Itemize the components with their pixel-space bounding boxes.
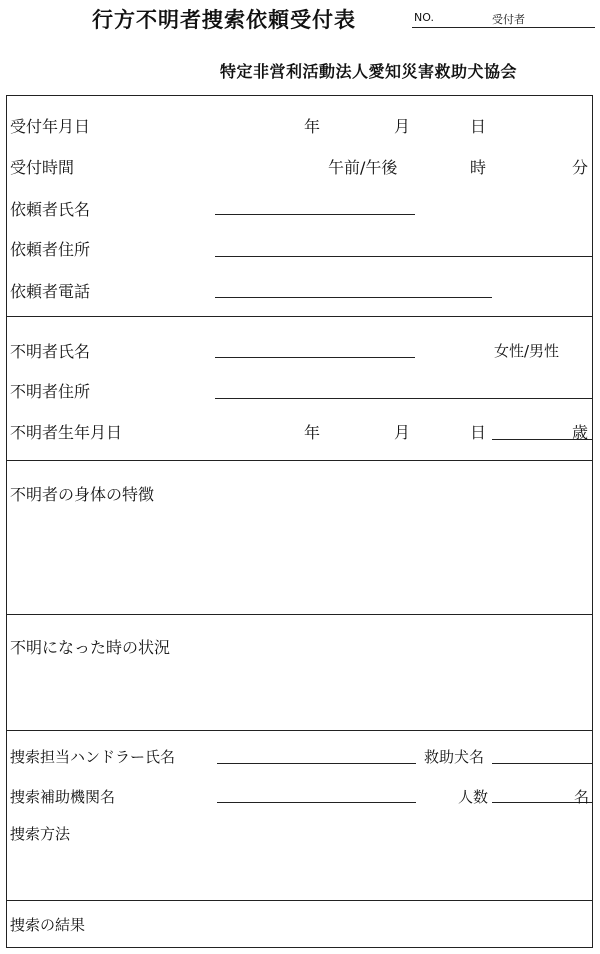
missing-name-label: 不明者氏名 [10,342,91,361]
requester-address-field[interactable] [215,256,593,257]
reception-date-label: 受付年月日 [10,117,91,136]
handler-name-label: 捜索担当ハンドラー氏名 [10,748,176,766]
search-method-label: 捜索方法 [10,825,71,843]
requester-address-label: 依頼者住所 [10,240,91,259]
number-receiver-input-line[interactable] [412,27,595,28]
missing-address-field[interactable] [215,398,593,399]
section-divider-1 [6,316,593,317]
birth-month-unit: 月 [394,423,411,442]
support-agency-label: 捜索補助機関名 [10,788,116,806]
reception-day-unit: 日 [470,117,487,136]
form-title: 行方不明者捜索依頼受付表 [92,8,356,32]
missing-name-field[interactable] [215,357,415,358]
physical-features-area[interactable] [8,506,591,610]
reception-month-unit: 月 [394,117,411,136]
requester-name-field[interactable] [215,214,415,215]
missing-birthdate-label: 不明者生年月日 [10,423,123,442]
reception-year-unit: 年 [304,117,321,136]
number-label: NO. [414,11,434,24]
section-divider-5 [6,900,593,901]
minute-unit: 分 [572,158,589,177]
handler-name-field[interactable] [217,763,416,764]
search-method-area[interactable] [8,846,591,896]
receiver-label: 受付者 [492,13,525,26]
section-divider-2 [6,460,593,461]
people-count-label: 人数 [458,788,489,806]
rescue-dog-field[interactable] [492,763,593,764]
situation-area[interactable] [8,660,591,726]
support-agency-field[interactable] [217,802,416,803]
rescue-dog-label: 救助犬名 [424,748,485,766]
section-divider-4 [6,730,593,731]
reception-time-label: 受付時間 [10,158,75,177]
requester-phone-field[interactable] [215,297,492,298]
missing-address-label: 不明者住所 [10,382,91,401]
situation-label: 不明になった時の状況 [10,638,171,657]
section-divider-3 [6,614,593,615]
hour-unit: 時 [470,158,487,177]
requester-name-label: 依頼者氏名 [10,200,91,219]
search-result-label: 捜索の結果 [10,916,86,934]
requester-phone-label: 依頼者電話 [10,282,91,301]
organization-name: 特定非営利活動法人愛知災害救助犬協会 [220,62,518,81]
physical-features-label: 不明者の身体の特徴 [10,485,155,504]
gender-option[interactable]: 女性/男性 [494,342,560,360]
birth-day-unit: 日 [470,423,487,442]
am-pm-option[interactable]: 午前/午後 [328,158,398,177]
people-unit: 名 [574,788,590,806]
birth-year-unit: 年 [304,423,321,442]
age-unit: 歳 [572,423,589,442]
